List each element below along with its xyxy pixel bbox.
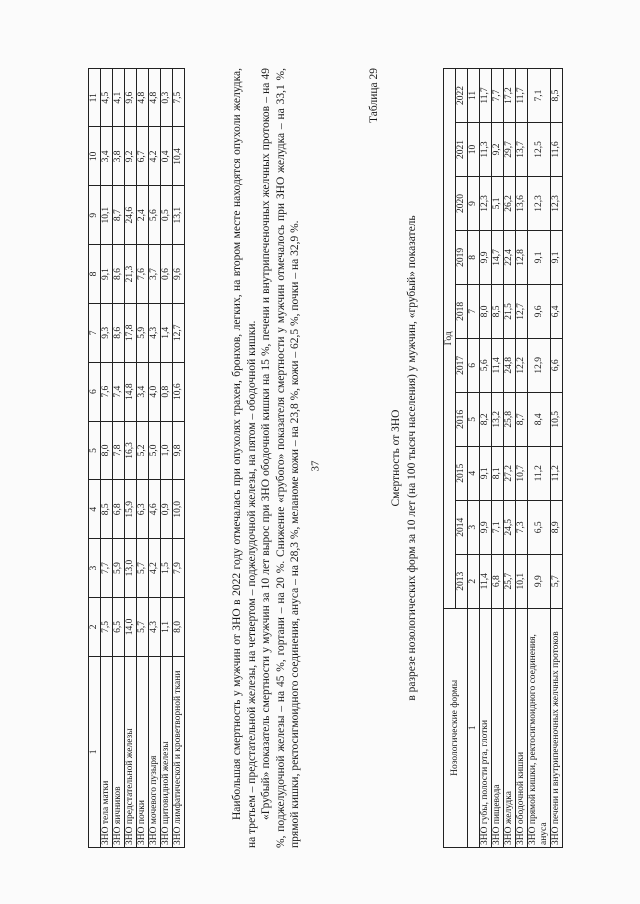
column-number-row: [468, 69, 480, 848]
table-cell: 9,6: [173, 245, 185, 304]
row-label: ЗНО щитовидной железы: [161, 656, 173, 847]
table-cell: 16,3: [125, 421, 137, 480]
table-row: [161, 69, 173, 848]
table-row: [125, 69, 137, 848]
header-cell: 9: [89, 186, 101, 245]
table-cell: 9,8: [173, 421, 185, 480]
table-cell: 4,2: [149, 539, 161, 598]
table-cell: 10,6: [173, 362, 185, 421]
table-cell: 0,9: [161, 480, 173, 539]
row-label: ЗНО прямой кишки, ректосигмоидного соединения, ануса: [528, 608, 551, 847]
column-number-cell: 11: [468, 69, 480, 123]
table-cell: 7,7: [492, 69, 504, 123]
header-cell: 6: [89, 362, 101, 421]
table-cell: 7,3: [516, 500, 528, 554]
table-cell: 11,3: [480, 122, 492, 176]
page-number: 37: [309, 460, 322, 472]
table-cell: 7,6: [137, 245, 149, 304]
row-label: ЗНО пищевода: [492, 608, 504, 847]
table-cell: 6,5: [113, 597, 125, 656]
table-cell: 12,7: [516, 284, 528, 338]
table-cell: 5,7: [137, 539, 149, 598]
table-title-line1: Смертность от ЗНО: [390, 409, 402, 507]
table-cell: 12,5: [528, 122, 551, 176]
column-number-cell: 7: [468, 284, 480, 338]
table-cell: 0,4: [161, 127, 173, 186]
table-cell: 10,7: [516, 446, 528, 500]
table-cell: 7,1: [528, 69, 551, 123]
table-cell: 17,8: [125, 303, 137, 362]
table-cell: 3,4: [101, 127, 113, 186]
table-row: [480, 69, 492, 848]
table-cell: 0,3: [161, 69, 173, 127]
table-cell: 22,4: [504, 230, 516, 284]
table-cell: 7,7: [101, 539, 113, 598]
table-cell: 25,7: [504, 554, 516, 608]
column-number-cell: 5: [468, 392, 480, 446]
column-number-cell: 6: [468, 338, 480, 392]
row-label: ЗНО ободочной кишки: [516, 608, 528, 847]
table-cell: 8,5: [492, 284, 504, 338]
column-number-cell: 10: [468, 122, 480, 176]
table-cell: 4,6: [149, 480, 161, 539]
column-number-cell: 9: [468, 176, 480, 230]
table-cell: 1,1: [161, 597, 173, 656]
table-cell: 6,8: [492, 554, 504, 608]
table-cell: 29,7: [504, 122, 516, 176]
table-cell: 4,0: [149, 362, 161, 421]
year-cell: 2021: [456, 122, 468, 176]
table-cell: 10,1: [101, 186, 113, 245]
row-label: ЗНО печени и внутрипеченочных желчных протоков: [551, 608, 563, 847]
header-cell: 11: [89, 69, 101, 127]
table-cell: 24,5: [504, 500, 516, 554]
year-cell: 2017: [456, 338, 468, 392]
table-cell: 5,7: [551, 554, 563, 608]
column-number-cell: 3: [468, 500, 480, 554]
year-cell: 2019: [456, 230, 468, 284]
table-cell: 3,4: [137, 362, 149, 421]
table-cell: 9,9: [528, 554, 551, 608]
row-label: ЗНО мочевого пузыря: [149, 656, 161, 847]
table-cell: 10,4: [173, 127, 185, 186]
table-cell: 9,1: [101, 245, 113, 304]
column-number-cell: 4: [468, 446, 480, 500]
table-row: [149, 69, 161, 848]
table-mortality: [443, 68, 563, 848]
row-label: ЗНО яичников: [113, 656, 125, 847]
table-cell: 5,6: [480, 338, 492, 392]
table-cell: 12,7: [173, 303, 185, 362]
table-cell: 9,1: [528, 230, 551, 284]
table-cell: 7,9: [173, 539, 185, 598]
table-cell: 0,6: [161, 245, 173, 304]
row-label: ЗНО предстательной железы: [125, 656, 137, 847]
table-row: [528, 69, 551, 848]
table-cell: 10,0: [173, 480, 185, 539]
table-cell: 4,3: [149, 303, 161, 362]
header-cell: 10: [89, 127, 101, 186]
year-cell: 2020: [456, 176, 468, 230]
table-cell: 1,5: [161, 539, 173, 598]
table-cell: 8,5: [551, 69, 563, 123]
row-label: ЗНО лимфатической и кроветворной ткани: [173, 656, 185, 847]
table-row: [113, 69, 125, 848]
table-row: [101, 69, 113, 848]
table-cell: 13,6: [516, 176, 528, 230]
table-cell: 6,5: [528, 500, 551, 554]
table-cell: 13,7: [516, 122, 528, 176]
table-title: [388, 68, 420, 848]
column-number-cell: 2: [468, 554, 480, 608]
table-cell: 0,5: [161, 186, 173, 245]
table-cell: 9,1: [551, 230, 563, 284]
table-row: [137, 69, 149, 848]
table-cell: 13,1: [173, 186, 185, 245]
table-cell: 12,8: [516, 230, 528, 284]
table-cell: 13,0: [125, 539, 137, 598]
table-cell: 12,3: [480, 176, 492, 230]
table-cell: 7,6: [101, 362, 113, 421]
header-cell: 3: [89, 539, 101, 598]
table-cell: 4,2: [149, 127, 161, 186]
table-cell: 5,7: [137, 597, 149, 656]
table-cell: 8,6: [113, 303, 125, 362]
column-number-cell: 1: [468, 608, 480, 847]
table-cell: 6,8: [113, 480, 125, 539]
table-cell: 12,3: [551, 176, 563, 230]
table-cell: 5,1: [492, 176, 504, 230]
table-cell: 8,6: [113, 245, 125, 304]
table-cell: 7,1: [492, 500, 504, 554]
table-cell: 9,9: [480, 230, 492, 284]
table-row: [173, 69, 185, 848]
table-cell: 6,4: [551, 284, 563, 338]
paragraph-2: «Грубый» показатель смертности у мужчин за 10 лет вырос при ЗНО ободочной кишки на 15 %, печени и внутрипеченочных желчных протоков – на 49 %, поджелудочной железы – на 45 %, гортани – на 20 %. Снижение «грубого» показателя смертности у мужчин отмечалось при ЗНО желудка – на 33,1 %, прямой кишки, ректосигмоидного соединения, ануса – на 28,3 %, меланоме кожи – на 23,8 %, кожи – 62,5 %, почки – на 32,9 %.: [260, 68, 301, 848]
table-cell: 8,7: [113, 186, 125, 245]
table-cell: 4,8: [137, 69, 149, 127]
table-cell: 14,0: [125, 597, 137, 656]
table-title-line2: в разрезе нозологических форм за 10 лет (на 100 тысяч населения) у мужчин, «грубый» показатель: [406, 215, 418, 701]
table-cell: 8,7: [516, 392, 528, 446]
row-label: ЗНО почки: [137, 656, 149, 847]
table-cell: 11,4: [492, 338, 504, 392]
table-cell: 9,2: [125, 127, 137, 186]
table-cell: 8,9: [551, 500, 563, 554]
table-cell: 9,6: [125, 69, 137, 127]
table-cell: 0,8: [161, 362, 173, 421]
table-cell: 27,2: [504, 446, 516, 500]
table-cell: 26,2: [504, 176, 516, 230]
header-cell: 5: [89, 421, 101, 480]
table-cell: 11,7: [516, 69, 528, 123]
table-cell: 3,7: [149, 245, 161, 304]
table-cell: 15,9: [125, 480, 137, 539]
table-cell: 7,4: [113, 362, 125, 421]
year-cell: 2018: [456, 284, 468, 338]
table-cell: 5,0: [149, 421, 161, 480]
table-cell: 4,1: [113, 69, 125, 127]
table-cell: 1,0: [161, 421, 173, 480]
table-cell: 9,9: [480, 500, 492, 554]
table-cell: 9,3: [101, 303, 113, 362]
table-cell: 8,1: [492, 446, 504, 500]
row-label: ЗНО тела матки: [101, 656, 113, 847]
table-cell: 12,3: [528, 176, 551, 230]
table-cell: 8,0: [480, 284, 492, 338]
table-number: Таблица 29: [368, 68, 380, 123]
table-cell: 6,7: [137, 127, 149, 186]
rotated-page-content: [88, 48, 640, 848]
table-cell: 9,1: [480, 446, 492, 500]
year-cell: 2014: [456, 500, 468, 554]
header-cell: 2: [89, 597, 101, 656]
header-cell: 8: [89, 245, 101, 304]
table-cell: 21,3: [125, 245, 137, 304]
table-cell: 17,2: [504, 69, 516, 123]
table-cell: 8,0: [173, 597, 185, 656]
table-cell: 9,6: [528, 284, 551, 338]
table-cell: 7,5: [173, 69, 185, 127]
paragraph-1: Наибольшая смертность у мужчин от ЗНО в 2022 году отмечалась при опухолях трахеи, бронхов, легких, на втором месте находятся опухоли желудка, на третьем – предстательной железы, на четвертом – поджелудочной железы, на пятом – ободочной кишки.: [231, 68, 258, 848]
table-cell: 12,9: [528, 338, 551, 392]
table-cell: 4,5: [101, 69, 113, 127]
header-cell: 1: [89, 656, 101, 847]
table-row: [516, 69, 528, 848]
row-label: ЗНО губы, полости рта, глотки: [480, 608, 492, 847]
table-cell: 8,2: [480, 392, 492, 446]
body-text: [230, 68, 303, 848]
table-cell: 2,4: [137, 186, 149, 245]
header-cell: 7: [89, 303, 101, 362]
table-cell: 6,6: [551, 338, 563, 392]
row-label: ЗНО желудка: [504, 608, 516, 847]
table-cell: 6,3: [137, 480, 149, 539]
table-cell: 12,2: [516, 338, 528, 392]
table-cell: 3,8: [113, 127, 125, 186]
table-header-row: [89, 69, 101, 848]
table-cell: 24,8: [504, 338, 516, 392]
table-cell: 5,2: [137, 421, 149, 480]
year-cell: 2022: [456, 69, 468, 123]
table-cell: 11,6: [551, 122, 563, 176]
table-cell: 5,9: [113, 539, 125, 598]
table-cell: 8,5: [101, 480, 113, 539]
table-cell: 9,2: [492, 122, 504, 176]
table-cell: 10,1: [516, 554, 528, 608]
table-cell: 11,2: [528, 446, 551, 500]
year-cell: 2016: [456, 392, 468, 446]
table-cell: 4,8: [149, 69, 161, 127]
year-cell: 2015: [456, 446, 468, 500]
table-cell: 14,7: [492, 230, 504, 284]
col-forms-header: Нозологические формы: [444, 608, 468, 847]
table-cell: 21,5: [504, 284, 516, 338]
table-cell: 7,5: [101, 597, 113, 656]
table-cell: 11,7: [480, 69, 492, 123]
column-number-cell: 8: [468, 230, 480, 284]
table-row: [551, 69, 563, 848]
table-cell: 4,3: [149, 597, 161, 656]
table-cell: 10,5: [551, 392, 563, 446]
table-cell: 5,6: [149, 186, 161, 245]
col-year-header: Год: [444, 69, 456, 609]
table-cell: 8,0: [101, 421, 113, 480]
table-row: [492, 69, 504, 848]
table-cell: 5,9: [137, 303, 149, 362]
table-cell: 8,4: [528, 392, 551, 446]
table-cell: 13,2: [492, 392, 504, 446]
table-cell: 11,2: [551, 446, 563, 500]
table-cell: 7,8: [113, 421, 125, 480]
table-cell: 25,8: [504, 392, 516, 446]
year-cell: 2013: [456, 554, 468, 608]
table-cell: 24,6: [125, 186, 137, 245]
table-row: [504, 69, 516, 848]
table-cell: 1,4: [161, 303, 173, 362]
header-cell: 4: [89, 480, 101, 539]
table-cell: 11,4: [480, 554, 492, 608]
table-top: [88, 68, 185, 848]
table-cell: 14,8: [125, 362, 137, 421]
